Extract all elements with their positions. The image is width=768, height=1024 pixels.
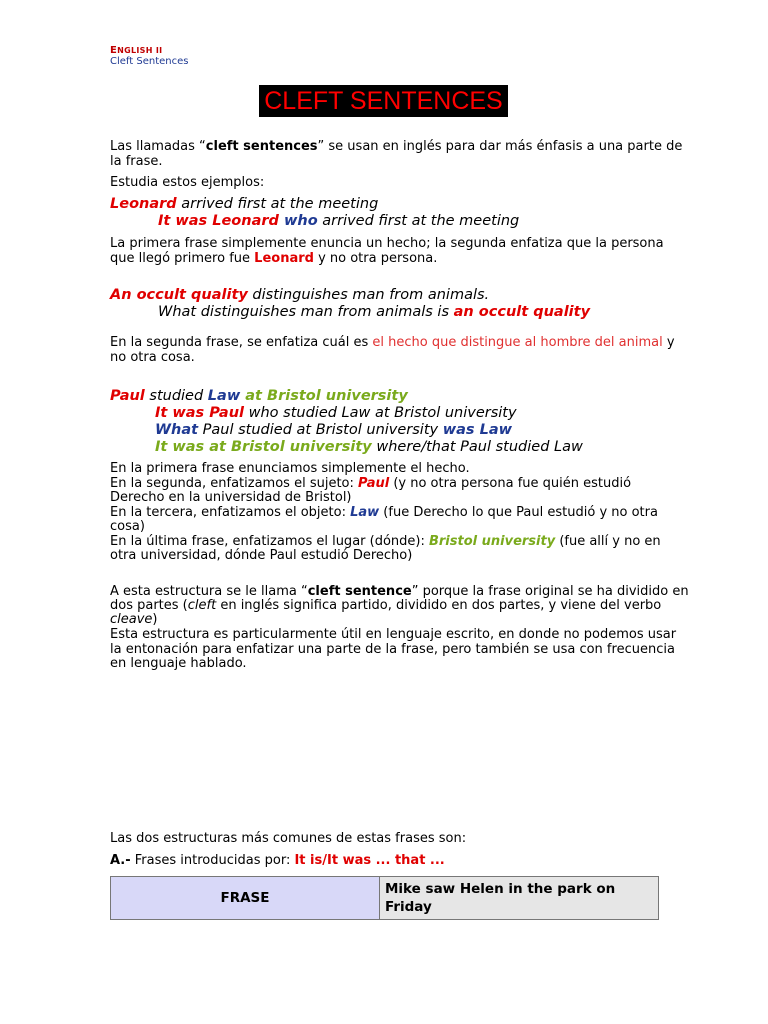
example-2-explanation-line-2: no otra cosa.: [110, 350, 195, 365]
example-1-sentence: Leonard arrived first at the meeting: [110, 196, 379, 212]
explanation-line-6: en lenguaje hablado.: [110, 656, 247, 671]
example-3-explanation-line-3: Derecho en la universidad de Bristol): [110, 490, 352, 505]
explanation-line-3: cleave): [110, 612, 158, 627]
page-title: CLEFT SENTENCES: [259, 85, 508, 117]
example-3-sentence: Paul studied Law at Bristol university: [110, 388, 408, 404]
example-3-explanation-line-4: En la tercera, enfatizamos el objeto: Law (fue Derecho lo que Paul estudió y no otra: [110, 505, 658, 520]
intro-paragraph-line-1: Las llamadas “cleft sentences” se usan en inglés para dar más énfasis a una parte de: [110, 139, 683, 154]
explanation-line-2: dos partes (cleft en inglés significa partido, dividido en dos partes, y viene del verbo: [110, 598, 662, 613]
example-3-cleft-place: It was at Bristol university where/that Paul studied Law: [155, 439, 583, 455]
explanation-line-5: la entonación para enfatizar una parte de la frase, pero también se usa con frecuencia: [110, 642, 675, 657]
explanation-line-4: Esta estructura es particularmente útil en lenguaje escrito, en donde no podemos usar: [110, 627, 677, 642]
table-cell-sentence: Mike saw Helen in the park on Friday: [380, 877, 659, 920]
example-3-explanation-line-1: En la primera frase enunciamos simplemente el hecho.: [110, 461, 470, 476]
structures-intro: Las dos estructuras más comunes de estas frases son:: [110, 831, 467, 846]
table-row: [111, 877, 659, 920]
example-3-cleft-object: What Paul studied at Bristol university was Law: [155, 422, 512, 438]
example-3-explanation-line-5: cosa): [110, 519, 145, 534]
example-3-explanation-line-7: otra universidad, dónde Paul estudió Derecho): [110, 548, 413, 563]
example-3-cleft-subject: It was Paul who studied Law at Bristol university: [155, 405, 517, 421]
explanation-line-1: A esta estructura se le llama “cleft sentence” porque la frase original se ha dividido en: [110, 584, 689, 599]
example-2-explanation-line-1: En la segunda frase, se enfatiza cuál es el hecho que distingue al hombre del animal y: [110, 335, 675, 350]
example-table: [110, 876, 659, 920]
example-2-sentence: An occult quality distinguishes man from animals.: [110, 287, 490, 303]
example-1-cleft: It was Leonard who arrived first at the meeting: [158, 213, 520, 229]
example-2-cleft: What distinguishes man from animals is an occult quality: [158, 304, 591, 320]
intro-paragraph-line-2: la frase.: [110, 154, 163, 169]
example-1-explanation-line-2: que llegó primero fue Leonard y no otra persona.: [110, 251, 438, 266]
table-header-frase: FRASE: [111, 877, 380, 920]
intro-instruction: Estudia estos ejemplos:: [110, 175, 265, 190]
structure-a-heading: A.- Frases introducidas por: It is/It was ... that ...: [110, 853, 445, 868]
example-3-explanation-line-2: En la segunda, enfatizamos el sujeto: Paul (y no otra persona fue quién estudió: [110, 476, 632, 491]
header-subject: Cleft Sentences: [110, 56, 189, 67]
example-1-explanation-line-1: La primera frase simplemente enuncia un hecho; la segunda enfatiza que la persona: [110, 236, 664, 251]
example-3-explanation-line-6: En la última frase, enfatizamos el lugar (dónde): Bristol university (fue allí y no en: [110, 534, 661, 549]
header-course: ENGLISH II: [110, 45, 163, 56]
